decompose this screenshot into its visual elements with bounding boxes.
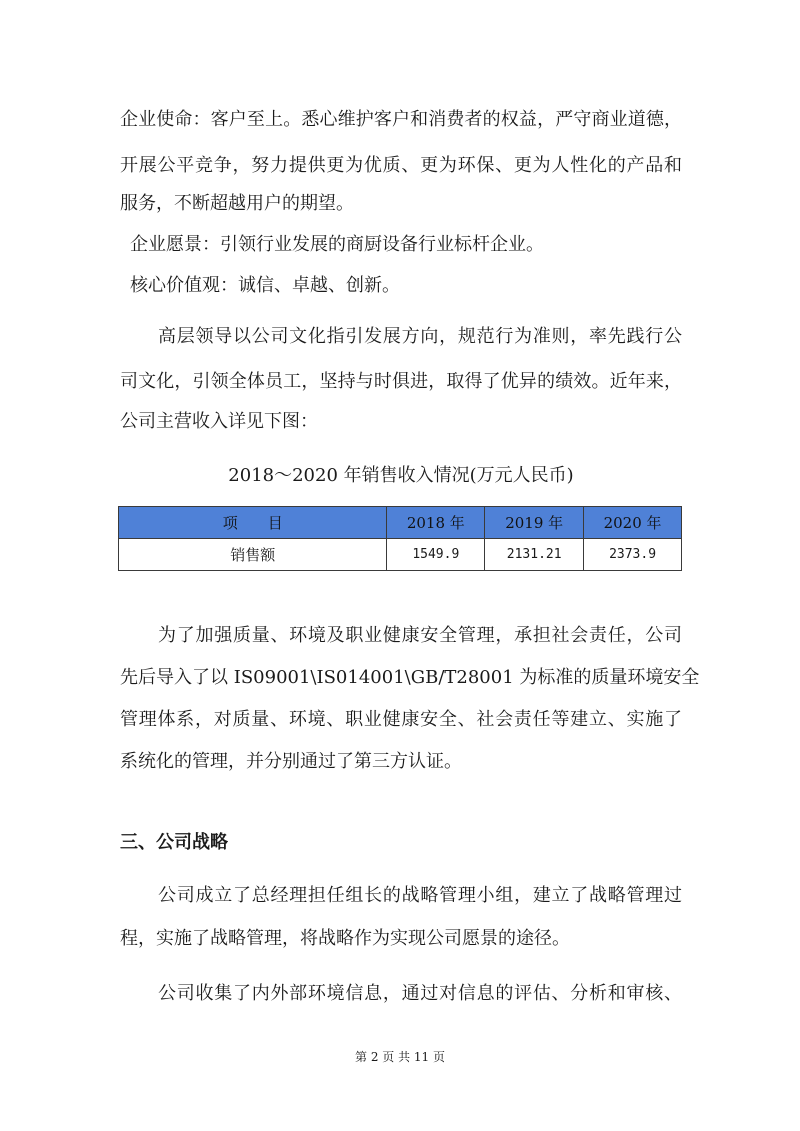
vision-text: 企业愿景：引领行业发展的商厨设备行业标杆企业。 — [130, 234, 544, 255]
strategy-p1-line-1: 公司成立了总经理担任组长的战略管理小组，建立了战略管理过 — [158, 885, 682, 906]
strategy-p1-line-2: 程，实施了战略管理，将战略作为实现公司愿景的途径。 — [120, 928, 570, 949]
core-values-text: 核心价值观：诚信、卓越、创新。 — [130, 275, 400, 296]
table-caption: 2018～2020 年销售收入情况(万元人民币) — [228, 465, 574, 486]
page-number-footer: 第 2 页 共 11 页 — [355, 1050, 445, 1064]
strategy-p2-line-1: 公司收集了内外部环境信息，通过对信息的评估、分析和审核、 — [158, 983, 682, 1004]
quality-line-1: 为了加强质量、环境及职业健康安全管理，承担社会责任，公司 — [158, 625, 682, 646]
value-2019: 2131.21 — [485, 539, 584, 571]
mission-line-2: 开展公平竞争，努力提供更为优质、更为环保、更为人性化的产品和 — [120, 155, 682, 176]
leadership-line-1: 高层领导以公司文化指引发展方向，规范行为准则，率先践行公 — [158, 326, 682, 347]
quality-line-3: 管理体系，对质量、环境、职业健康安全、社会责任等建立、实施了 — [120, 709, 682, 730]
leadership-line-3: 公司主营收入详见下图： — [120, 411, 318, 432]
header-item: 项 目 — [119, 507, 387, 539]
mission-line-1: 企业使命：客户至上。悉心维护客户和消费者的权益，严守商业道德， — [120, 109, 682, 130]
row-label: 销售额 — [119, 539, 387, 571]
value-2018: 1549.9 — [387, 539, 485, 571]
quality-line-4: 系统化的管理，并分别通过了第三方认证。 — [120, 751, 462, 772]
value-2020: 2373.9 — [584, 539, 682, 571]
header-2020: 2020 年 — [584, 507, 682, 539]
header-2019: 2019 年 — [485, 507, 584, 539]
table-header-row — [119, 507, 682, 539]
quality-line-2: 先后导入了以 IS09001\IS014001\GB/T28001 为标准的质量环境安全 — [120, 667, 700, 688]
leadership-line-2: 司文化，引领全体员工，坚持与时俱进，取得了优异的绩效。近年来， — [120, 371, 682, 392]
section-heading-strategy: 三、公司战略 — [120, 832, 228, 853]
sales-table — [118, 506, 682, 571]
mission-line-3: 服务，不断超越用户的期望。 — [120, 193, 354, 214]
header-2018: 2018 年 — [387, 507, 485, 539]
table-row — [119, 539, 682, 571]
